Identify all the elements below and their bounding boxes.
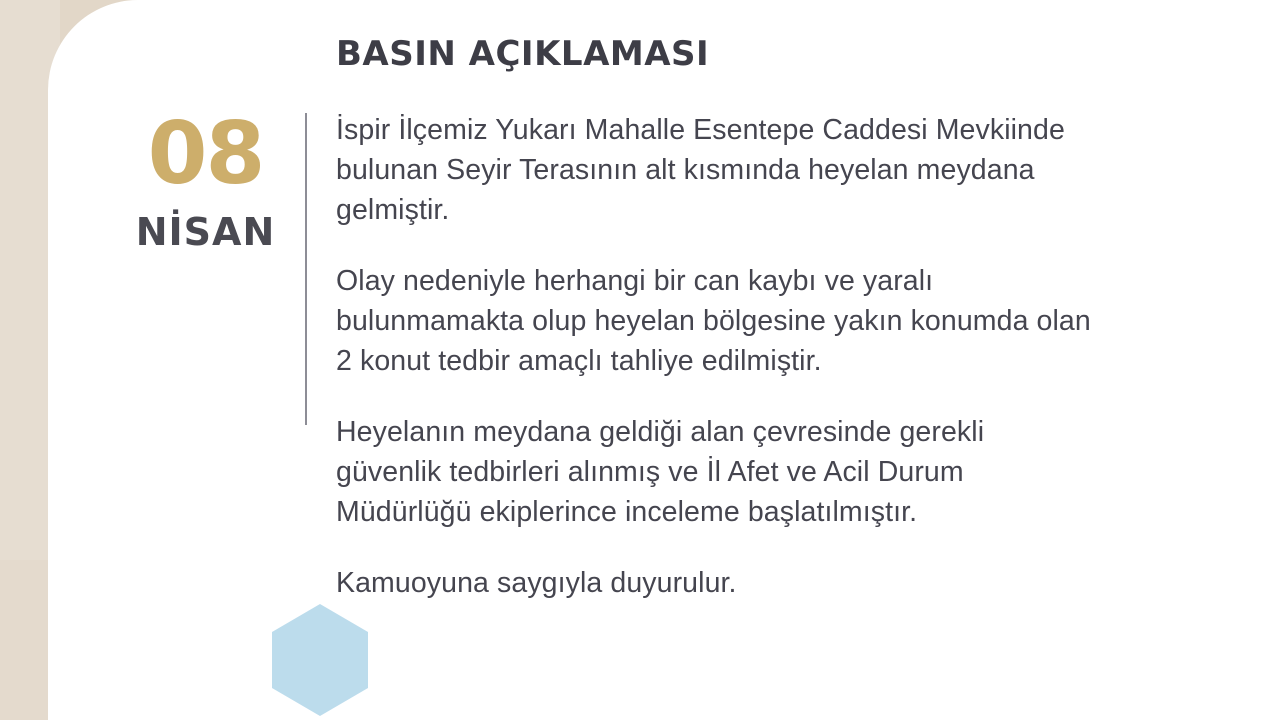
date-month: NİSAN <box>135 210 276 254</box>
date-block <box>118 104 293 254</box>
paragraph-2: Olay nedeniyle herhangi bir can kaybı ve yaralı bulunmamakta olup heyelan bölgesine yakın konumda olan 2 konut tedbir amaçlı tahliye edilmiştir. <box>336 265 1091 377</box>
paragraph-3: Heyelanın meydana geldiği alan çevresinde gerekli güvenlik tedbirleri alınmış ve İl Afet ve Acil Durum Müdürlüğü ekiplerince inceleme başlatılmıştır. <box>336 416 985 528</box>
paragraph-1: İspir İlçemiz Yukarı Mahalle Esentepe Caddesi Mevkiinde bulunan Seyir Terasının alt kısmında heyelan meydana gelmiştir. <box>336 114 1065 226</box>
paragraph-4: Kamuoyuna saygıyla duyurulur. <box>336 567 737 599</box>
announcement-body <box>336 32 1096 603</box>
page-title: BASIN AÇIKLAMASI <box>336 34 710 74</box>
date-day: 08 <box>147 104 264 204</box>
vertical-divider <box>305 113 307 425</box>
